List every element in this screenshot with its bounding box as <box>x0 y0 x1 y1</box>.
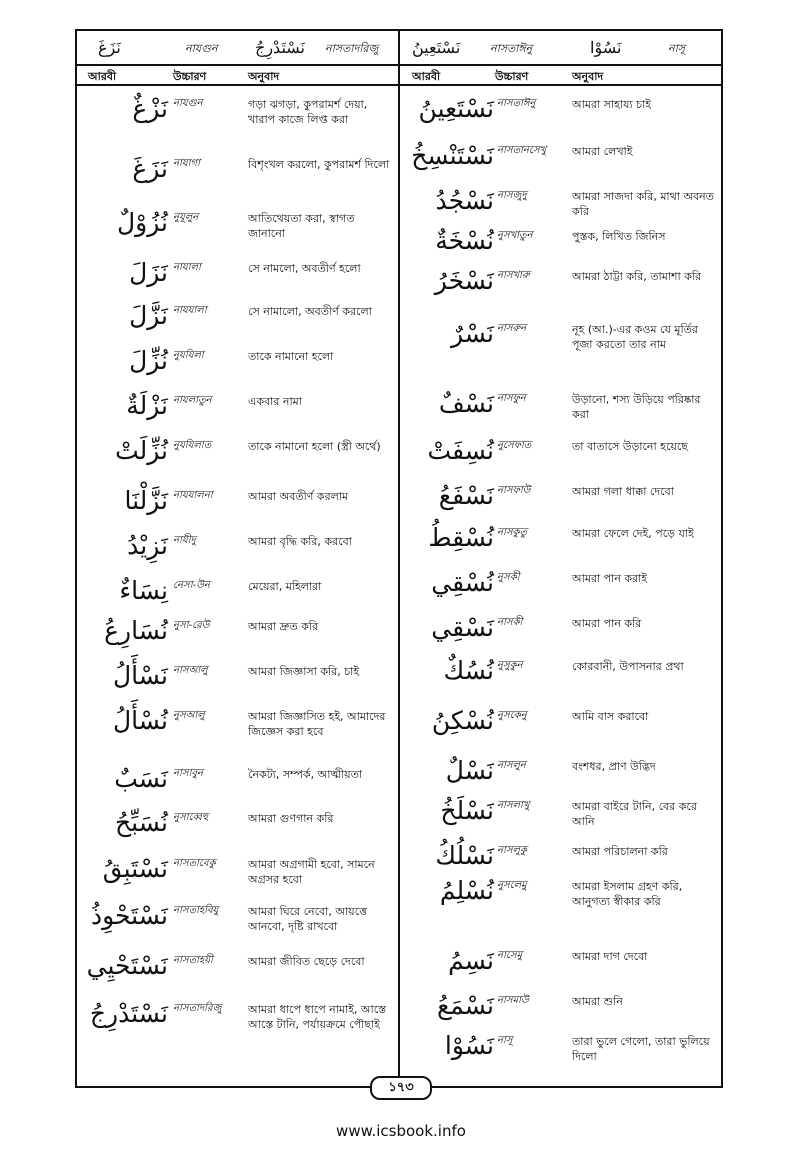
left-arabic-word: نُزِّلَ <box>129 346 168 375</box>
right-arabic-word: نَسْرٌ <box>450 319 494 348</box>
right-arabic-word: نَسْلُكُ <box>435 841 494 870</box>
left-pronunciation: নুসা-রেউ <box>173 620 210 631</box>
right-pronunciation: নাসলাখু <box>497 800 530 811</box>
left-meaning: মেয়েরা, মহিলারা <box>248 580 322 593</box>
right-arabic-word: نُسْقِي <box>431 568 494 597</box>
header-rule <box>75 64 723 66</box>
right-arabic-word: نَسْلَخُ <box>440 796 494 825</box>
right-arabic-word: نُسِفَتْ <box>427 436 494 465</box>
left-meaning: বিশৃংখল করলো, কুপরামর্শ দিলো <box>248 158 390 171</box>
left-meaning: আমরা জিজ্ঞাসিত হই, আমাদের জিজ্ঞেস করা হবে <box>248 710 386 738</box>
right-arabic-word: نُسْقِطُ <box>428 523 494 552</box>
left-pronunciation: নাসতাবেকু <box>173 858 216 869</box>
right-pronunciation: নাসতানসেখু <box>497 145 547 156</box>
left-arabic-word: نَزِيْدُ <box>127 531 168 560</box>
left-pronunciation: নুসাব্বেহু <box>173 812 209 823</box>
column-divider <box>398 29 400 1088</box>
right-meaning: উড়ানো, শস্য উড়িয়ে পরিষ্কার করা <box>572 393 701 421</box>
left-arabic-word: نُسْأَلُ <box>112 706 168 735</box>
right-meaning: আমরা পান করাই <box>572 572 648 585</box>
left-meaning: আমরা অগ্রগামী হবো, সামনে অগ্রসর হবো <box>248 858 375 886</box>
right-pronunciation: নুসকী <box>497 572 520 583</box>
right-meaning: তা বাতাসে উড়ানো হয়েছে <box>572 440 688 453</box>
left-pronunciation: নুযযিলাত <box>173 440 212 451</box>
right-arabic-word: نَسُوْا <box>444 1031 494 1060</box>
right-arabic-word: نُسْخَةٌ <box>435 226 494 255</box>
left-meaning: আমরা দ্রুত করি <box>248 620 318 633</box>
header-left-arabic-1: نَزَغَ <box>98 38 121 57</box>
right-meaning: পুস্তক, লিখিত জিনিস <box>572 230 666 243</box>
right-pronunciation: নাসকী <box>497 617 523 628</box>
left-pronunciation: নাযাগা <box>173 158 200 169</box>
header-right-pron-2: নাসূ <box>668 42 686 55</box>
right-arabic-word: نَسِمُ <box>448 946 494 975</box>
right-arabic-word: نَسْفٌ <box>438 389 494 418</box>
left-pronunciation: নাসাবুন <box>173 768 203 779</box>
right-meaning: আমরা দাগ দেবো <box>572 950 648 963</box>
left-meaning: সে নামলো, অবতীর্ণ হলো <box>248 262 361 275</box>
right-meaning: আমি বাস করাবো <box>572 710 649 723</box>
left-meaning: আমরা জীবিত ছেড়ে দেবো <box>248 955 365 968</box>
left-pronunciation: নুযযিলা <box>173 350 204 361</box>
right-meaning: তারা ভুলে গেলো, তারা ভুলিয়ে দিলো <box>572 1035 710 1063</box>
right-pronunciation: নুসেফাত <box>497 440 532 451</box>
col-header-meaning-left: অনুবাদ <box>248 70 280 83</box>
right-meaning: আমরা সাজদা করি, মাথা অবনত করি <box>572 190 714 218</box>
left-arabic-word: نَزَّلْنَا <box>124 486 168 515</box>
right-meaning: আমরা সাহায্য চাই <box>572 98 651 111</box>
left-pronunciation: নাসতাহয়ী <box>173 955 213 966</box>
header-right-arabic-1: نَسْتَعِينُ <box>412 38 461 57</box>
col-header-pron-left: উচ্চারণ <box>173 70 207 83</box>
right-meaning: বংশধর, প্রাণ উদ্ভিদ <box>572 760 656 773</box>
left-meaning: আমরা ঘিরে নেবো, আয়ত্তে আনবো, দৃষ্টি রাখবো <box>248 905 367 933</box>
left-pronunciation: নাসতাহবিযু <box>173 905 219 916</box>
left-pronunciation: নুসআলু <box>173 710 205 721</box>
header-right-pron-1: নাসতাঈনু <box>490 42 533 55</box>
right-pronunciation: নাসকুতু <box>497 527 527 538</box>
right-meaning: কোরবানী, উপাসনার প্রথা <box>572 660 684 673</box>
left-arabic-word: نُزِّلَتْ <box>115 436 168 465</box>
right-arabic-word: نَسْتَعِينُ <box>418 94 494 123</box>
left-arabic-word: نَزَّلَ <box>129 301 168 330</box>
left-pronunciation: নাযযালা <box>173 305 207 316</box>
left-pronunciation: নাযালা <box>173 262 201 273</box>
right-pronunciation: নাসমাউ <box>497 995 529 1006</box>
left-meaning: গড়া ঝগড়া, কুপরামর্শ দেয়া, খারাপ কাজে লিপ্ত করা <box>248 98 368 126</box>
col-header-pron-right: উচ্চারণ <box>495 70 529 83</box>
left-meaning: আমরা জিজ্ঞাসা করি, চাই <box>248 665 360 678</box>
footer-url: www.icsbook.info <box>336 1122 466 1140</box>
right-arabic-word: نَسْلٌ <box>445 756 494 785</box>
col-header-meaning-right: অনুবাদ <box>572 70 604 83</box>
right-arabic-word: نُسْلِمُ <box>439 876 494 905</box>
page-number: ১৭৩ <box>370 1076 432 1100</box>
right-arabic-word: نَسْخَرُ <box>434 266 494 295</box>
right-pronunciation: নাসফুন <box>497 393 526 404</box>
right-pronunciation: নাসতাঈনু <box>497 98 536 109</box>
right-pronunciation: নাসলুকু <box>497 845 527 856</box>
left-meaning: আমরা অবতীর্ণ করলাম <box>248 490 349 503</box>
right-meaning: আমরা ঠাট্টা করি, তামাশা করি <box>572 270 702 283</box>
left-meaning: নৈকট্য, সম্পর্ক, আত্মীয়তা <box>248 768 363 781</box>
left-meaning: তাকে নামানো হলো (স্ত্রী অর্থে) <box>248 440 381 453</box>
left-meaning: সে নামালো, অবতীর্ণ করলো <box>248 305 372 318</box>
left-arabic-word: نِسَاءٌ <box>119 576 168 605</box>
header-left-pron-2: নাসতাদরিজু <box>325 42 379 55</box>
right-arabic-word: نَسْفَعُ <box>438 481 494 510</box>
left-pronunciation: নাযলাতুন <box>173 395 212 406</box>
left-arabic-word: نَزْلَةٌ <box>126 391 168 420</box>
right-arabic-word: نُسْكِنُ <box>431 706 494 735</box>
right-arabic-word: نَسْقِي <box>431 613 494 642</box>
left-meaning: আমরা ধাপে ধাপে নামাই, আস্তে আস্তে টানি, পর্যায়ক্রমে পৌছাই <box>248 1003 387 1031</box>
left-pronunciation: নাসতাদরিজু <box>173 1003 222 1014</box>
right-meaning: নূহ (আ.)-এর কওম যে মূর্তির পূজা করতো তার নাম <box>572 323 698 351</box>
left-arabic-word: نَزَلَ <box>129 258 168 287</box>
right-meaning: আমরা লেখাই <box>572 145 633 158</box>
right-pronunciation: নাসজুদু <box>497 190 527 201</box>
right-pronunciation: নাসফাউ <box>497 485 531 496</box>
left-arabic-word: نَزَغَ <box>132 154 168 183</box>
right-pronunciation: নুসুকুন <box>497 660 523 671</box>
right-pronunciation: নাসেমু <box>497 950 523 961</box>
right-meaning: আমরা পান করি <box>572 617 642 630</box>
col-header-arabic-right: আরবী <box>412 70 441 83</box>
right-pronunciation: নাসূ <box>497 1035 513 1046</box>
left-arabic-word: نُسَارِعُ <box>104 616 168 645</box>
header-right-arabic-2: نَسُوْا <box>590 38 622 57</box>
left-arabic-word: نَسْتَحْوِذُ <box>91 901 168 930</box>
right-pronunciation: নুসখাতুন <box>497 230 533 241</box>
right-meaning: আমরা পরিচালনা করি <box>572 845 668 858</box>
left-pronunciation: নেসা-উন <box>173 580 210 591</box>
left-meaning: আমরা গুণগান করি <box>248 812 334 825</box>
right-meaning: আমরা ইসলাম গ্রহণ করি, আনুগত্য স্বীকার করি <box>572 880 683 908</box>
header-left-arabic-2: نَسْتَدْرِجُ <box>255 38 306 57</box>
left-pronunciation: নাযীদু <box>173 535 196 546</box>
left-arabic-word: نَسْتَدْرِجُ <box>89 999 168 1028</box>
left-arabic-word: نَزْغٌ <box>132 94 168 123</box>
right-pronunciation: নাসরুন <box>497 323 527 334</box>
col-header-arabic-left: আরবী <box>88 70 117 83</box>
left-meaning: একবার নামা <box>248 395 302 408</box>
left-arabic-word: نَسْأَلُ <box>112 661 168 690</box>
left-meaning: আতিথেয়তা করা, স্বাগত জানানো <box>248 212 355 240</box>
left-arabic-word: نَسْتَحْيِي <box>86 951 168 980</box>
left-pronunciation: নাযযালনা <box>173 490 213 501</box>
right-meaning: আমরা ফেলে দেই, পড়ে যাই <box>572 527 694 540</box>
left-meaning: আমরা বৃদ্ধি করি, করবো <box>248 535 352 548</box>
right-pronunciation: নুসকেনু <box>497 710 527 721</box>
header-left-pron-1: নাযগুন <box>185 42 218 55</box>
right-arabic-word: نُسُكٌ <box>443 656 494 685</box>
left-arabic-word: نُزُوْلٌ <box>117 208 168 237</box>
right-arabic-word: نَسْتَنْسِخُ <box>411 141 494 170</box>
left-arabic-word: نَسَبٌ <box>114 764 168 793</box>
right-pronunciation: নাসখারু <box>497 270 530 281</box>
left-pronunciation: নাযগুন <box>173 98 203 109</box>
right-meaning: আমরা গলা ধাক্কা দেবো <box>572 485 674 498</box>
right-pronunciation: নাসলুন <box>497 760 526 771</box>
right-meaning: আমরা বাইরে টানি, বের করে আনি <box>572 800 697 828</box>
left-meaning: তাকে নামানো হলো <box>248 350 334 363</box>
left-arabic-word: نُسَبِّحُ <box>115 808 168 837</box>
right-arabic-word: نَسْجُدُ <box>435 186 494 215</box>
right-arabic-word: نَسْمَعُ <box>436 991 494 1020</box>
left-pronunciation: নাসআলু <box>173 665 208 676</box>
right-meaning: আমরা শুনি <box>572 995 623 1008</box>
left-pronunciation: নুযূলুন <box>173 212 199 223</box>
left-arabic-word: نَسْتَبِقُ <box>102 854 168 883</box>
right-pronunciation: নুসলেমু <box>497 880 527 891</box>
